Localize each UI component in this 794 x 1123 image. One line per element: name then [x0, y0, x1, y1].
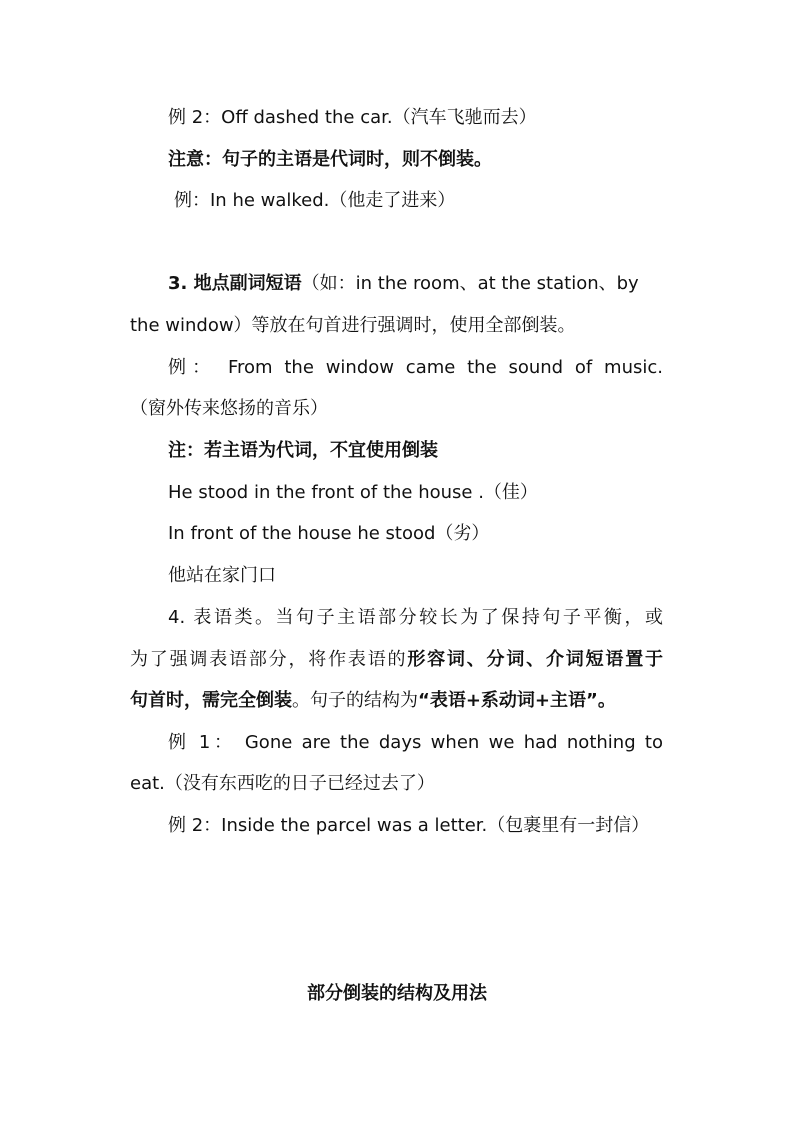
example-good: He stood in the front of the house .（佳） — [168, 482, 538, 503]
rule-4-line-3-bold: 句首时，需完全倒装 — [130, 690, 292, 711]
example-in-he-walked: 例：In he walked.（他走了进来） — [174, 190, 456, 211]
rule-3-examples: （如：in the room、at the station、by — [301, 273, 639, 294]
example-1-continuation: eat.（没有东西吃的日子已经过去了） — [130, 773, 435, 794]
rule-4-line-3-plain: 。句子的结构为 — [292, 690, 418, 711]
rule-3-heading — [168, 272, 639, 296]
example-from-the-window-translation: （窗外传来悠扬的音乐） — [130, 398, 328, 419]
example-bad: In front of the house he stood（劣） — [168, 523, 490, 544]
example-2-inside-the-parcel: 例 2：Inside the parcel was a letter.（包裹里有一封信） — [168, 815, 650, 836]
rule-3-continuation: the window）等放在句首进行强调时，使用全部倒装。 — [130, 315, 576, 336]
rule-4-line-2 — [130, 648, 663, 672]
section-title: 部分倒装的结构及用法 — [307, 983, 487, 1004]
example-translation: 他站在家门口 — [168, 565, 276, 586]
example-2-off-dashed: 例 2：Off dashed the car.（汽车飞驰而去） — [168, 107, 537, 128]
rule-4-line-3 — [130, 689, 616, 713]
rule-4-heading: 4. 表语类。当句子主语部分较长为了保持句子平衡，或 — [168, 607, 663, 628]
rule-4-line-2-plain: 为了强调表语部分，将作表语的 — [130, 649, 408, 670]
note-pronoun-subject: 注意：句子的主语是代词时，则不倒装。 — [168, 149, 492, 170]
rule-4-structure: “表语+系动词+主语”。 — [418, 690, 616, 711]
example-1-gone-are-the-days: 例 1： Gone are the days when we had nothing to — [168, 732, 663, 753]
note-pronoun-no-inversion: 注：若主语为代词，不宜使用倒装 — [168, 440, 438, 461]
rule-4-line-2-bold: 形容词、分词、介词短语置于 — [407, 649, 664, 670]
example-from-the-window: 例： From the window came the sound of music. — [168, 357, 663, 378]
rule-3-label: 3. 地点副词短语 — [168, 273, 302, 294]
